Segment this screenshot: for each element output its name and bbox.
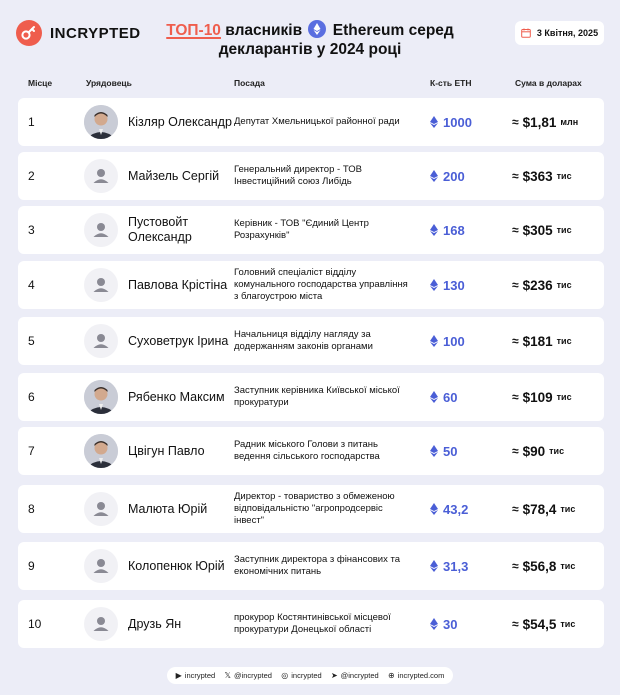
row-eth — [430, 152, 465, 200]
row-name: Рябенко Максим — [128, 389, 225, 404]
row-eth — [430, 261, 465, 309]
date-badge — [515, 21, 604, 45]
social-label: incrypted.com — [397, 671, 445, 680]
row-name: Пустовойт Олександр — [128, 215, 192, 244]
date-text: 3 Квітня, 2025 — [536, 28, 599, 38]
row-eth-value: 50 — [443, 443, 458, 459]
row-eth-value: 60 — [443, 389, 458, 405]
row-name: Суховетрук Ірина — [128, 333, 229, 348]
row-position: Головний спеціаліст відділу комунального господарства управління з благоустрою міста — [234, 267, 408, 302]
avatar — [84, 380, 118, 414]
social-link[interactable] — [176, 671, 216, 680]
row-position: Керівник - ТОВ "Єдиний Центр Розрахунків" — [234, 218, 369, 241]
avatar — [84, 268, 118, 302]
row-eth-value: 43,2 — [443, 501, 469, 517]
row-eth — [430, 485, 468, 533]
row-name: Цвігун Павло — [128, 443, 205, 458]
avatar — [84, 549, 118, 583]
row-place: 4 — [28, 278, 35, 292]
col-official: Урядовець — [86, 78, 132, 88]
instagram-icon: ◎ — [281, 671, 289, 680]
page-title — [160, 20, 460, 59]
row-usd — [512, 485, 575, 533]
title-accent: ТОП-10 — [166, 22, 221, 39]
footer-socials — [167, 667, 453, 684]
avatar — [84, 434, 118, 468]
row-usd-value: $236 — [522, 277, 553, 293]
social-link[interactable] — [224, 671, 272, 680]
avatar — [84, 213, 118, 247]
row-usd-unit: тис — [560, 619, 576, 629]
avatar — [84, 492, 118, 526]
incrypted-logo-icon — [16, 20, 42, 46]
ethereum-icon — [308, 20, 326, 38]
row-usd-value: $54,5 — [522, 616, 557, 632]
row-place: 6 — [28, 390, 35, 404]
row-usd — [512, 600, 575, 648]
row-usd — [512, 261, 572, 309]
social-link[interactable] — [281, 671, 321, 680]
row-usd-unit: тис — [549, 446, 565, 456]
eth-icon — [430, 224, 438, 236]
row-usd-value: $181 — [522, 333, 553, 349]
avatar — [84, 105, 118, 139]
row-eth-value: 130 — [443, 277, 465, 293]
row-usd-value: $109 — [522, 389, 553, 405]
row-eth — [430, 542, 468, 590]
row-place: 7 — [28, 444, 35, 458]
eth-icon — [430, 618, 438, 630]
row-usd — [512, 152, 572, 200]
row-position: Радник міського Голови з питань ведення сільського господарства — [234, 439, 380, 462]
row-eth-value: 168 — [443, 222, 465, 238]
eth-icon — [430, 335, 438, 347]
col-eth: К-сть ETH — [430, 78, 472, 88]
eth-icon — [430, 279, 438, 291]
row-eth-value: 1000 — [443, 114, 472, 130]
row-position: Депутат Хмельницької районної ради — [234, 116, 400, 127]
row-usd-unit: тис — [556, 280, 572, 290]
social-link[interactable] — [331, 671, 379, 680]
row-usd-unit: тис — [560, 561, 576, 571]
row-usd — [512, 317, 572, 365]
table-row — [18, 206, 604, 254]
row-eth — [430, 98, 472, 146]
avatar — [84, 324, 118, 358]
approx-sign: ≈ — [512, 617, 519, 631]
table-row — [18, 98, 604, 146]
row-place: 5 — [28, 334, 35, 348]
approx-sign: ≈ — [512, 278, 519, 292]
row-usd-value: $1,81 — [522, 114, 557, 130]
row-usd-value: $363 — [522, 168, 553, 184]
row-name: Майзель Сергій — [128, 168, 220, 183]
row-usd — [512, 427, 564, 475]
row-eth — [430, 206, 465, 254]
row-name: Малюта Юрій — [128, 501, 208, 516]
social-label: incrypted — [184, 671, 216, 680]
x-icon: 𝕏 — [224, 671, 231, 680]
eth-icon — [430, 560, 438, 572]
row-usd-unit: тис — [556, 225, 572, 235]
social-label: @incrypted — [340, 671, 379, 680]
row-place: 9 — [28, 559, 35, 573]
row-position: Начальниця відділу нагляду за додержанням законів органами — [234, 329, 373, 352]
approx-sign: ≈ — [512, 444, 519, 458]
table-row — [18, 542, 604, 590]
approx-sign: ≈ — [512, 502, 519, 516]
row-position: прокурор Костянтинівської місцевої прокуратури Донецької області — [234, 612, 391, 635]
social-label: incrypted — [291, 671, 322, 680]
row-usd-value: $56,8 — [522, 558, 557, 574]
row-eth — [430, 373, 457, 421]
avatar — [84, 607, 118, 641]
telegram-icon: ➤ — [330, 671, 338, 680]
row-usd-unit: млн — [560, 117, 579, 127]
row-usd — [512, 206, 572, 254]
calendar-icon — [521, 28, 531, 38]
row-name: Друзь Ян — [128, 616, 182, 631]
globe-icon: ⊕ — [387, 671, 395, 680]
row-place: 10 — [28, 617, 42, 631]
table-row — [18, 152, 604, 200]
row-usd — [512, 542, 575, 590]
row-eth — [430, 427, 457, 475]
approx-sign: ≈ — [512, 559, 519, 573]
row-place: 1 — [28, 115, 35, 129]
logo — [16, 20, 141, 46]
social-link[interactable] — [388, 671, 444, 680]
row-position: Директор - товариство з обмеженою відповідальністю "агропродсервіс інвест" — [234, 491, 395, 526]
row-eth-value: 31,3 — [443, 558, 469, 574]
brand-name: INCRYPTED — [50, 24, 141, 42]
row-position: Генеральний директор - ТОВ Інвестиційний союз Либідь — [234, 164, 362, 187]
row-position: Заступник керівника Київської міської прокуратури — [234, 385, 400, 408]
approx-sign: ≈ — [512, 390, 519, 404]
avatar — [84, 159, 118, 193]
row-name: Колопенюк Юрій — [128, 558, 225, 573]
table-row — [18, 373, 604, 421]
row-name: Кізляр Олександр — [128, 114, 232, 129]
row-usd-value: $78,4 — [522, 501, 557, 517]
youtube-icon: ▶ — [175, 671, 182, 680]
row-usd — [512, 373, 572, 421]
header — [0, 0, 620, 70]
column-headers — [0, 78, 620, 92]
row-place: 3 — [28, 223, 35, 237]
approx-sign: ≈ — [512, 115, 519, 129]
eth-icon — [430, 445, 438, 457]
row-place: 2 — [28, 169, 35, 183]
eth-icon — [430, 170, 438, 182]
row-usd-unit: тис — [560, 504, 576, 514]
row-usd-value: $305 — [522, 222, 553, 238]
table-row — [18, 600, 604, 648]
row-usd — [512, 98, 578, 146]
table-row — [18, 427, 604, 475]
eth-icon — [430, 503, 438, 515]
row-place: 8 — [28, 502, 35, 516]
row-eth — [430, 600, 457, 648]
approx-sign: ≈ — [512, 223, 519, 237]
table-row — [18, 261, 604, 309]
title-line2: декларантів у 2024 році — [218, 41, 402, 58]
title-part1: власників — [225, 22, 303, 39]
row-position: Заступник директора з фінансових та економічних питань — [234, 554, 400, 577]
row-usd-value: $90 — [522, 443, 546, 459]
col-usd: Сума в доларах — [515, 78, 582, 88]
approx-sign: ≈ — [512, 169, 519, 183]
approx-sign: ≈ — [512, 334, 519, 348]
title-part2: Ethereum серед — [332, 22, 454, 39]
row-eth-value: 200 — [443, 168, 465, 184]
table-row — [18, 317, 604, 365]
row-eth-value: 30 — [443, 616, 458, 632]
row-usd-unit: тис — [556, 171, 572, 181]
col-place: Місце — [28, 78, 53, 88]
row-name: Павлова Крістіна — [128, 277, 228, 292]
row-eth-value: 100 — [443, 333, 465, 349]
eth-icon — [430, 116, 438, 128]
table-row — [18, 485, 604, 533]
eth-icon — [430, 391, 438, 403]
row-eth — [430, 317, 465, 365]
col-position: Посада — [234, 78, 265, 88]
row-usd-unit: тис — [556, 392, 572, 402]
row-usd-unit: тис — [556, 336, 572, 346]
social-label: @incrypted — [233, 671, 272, 680]
